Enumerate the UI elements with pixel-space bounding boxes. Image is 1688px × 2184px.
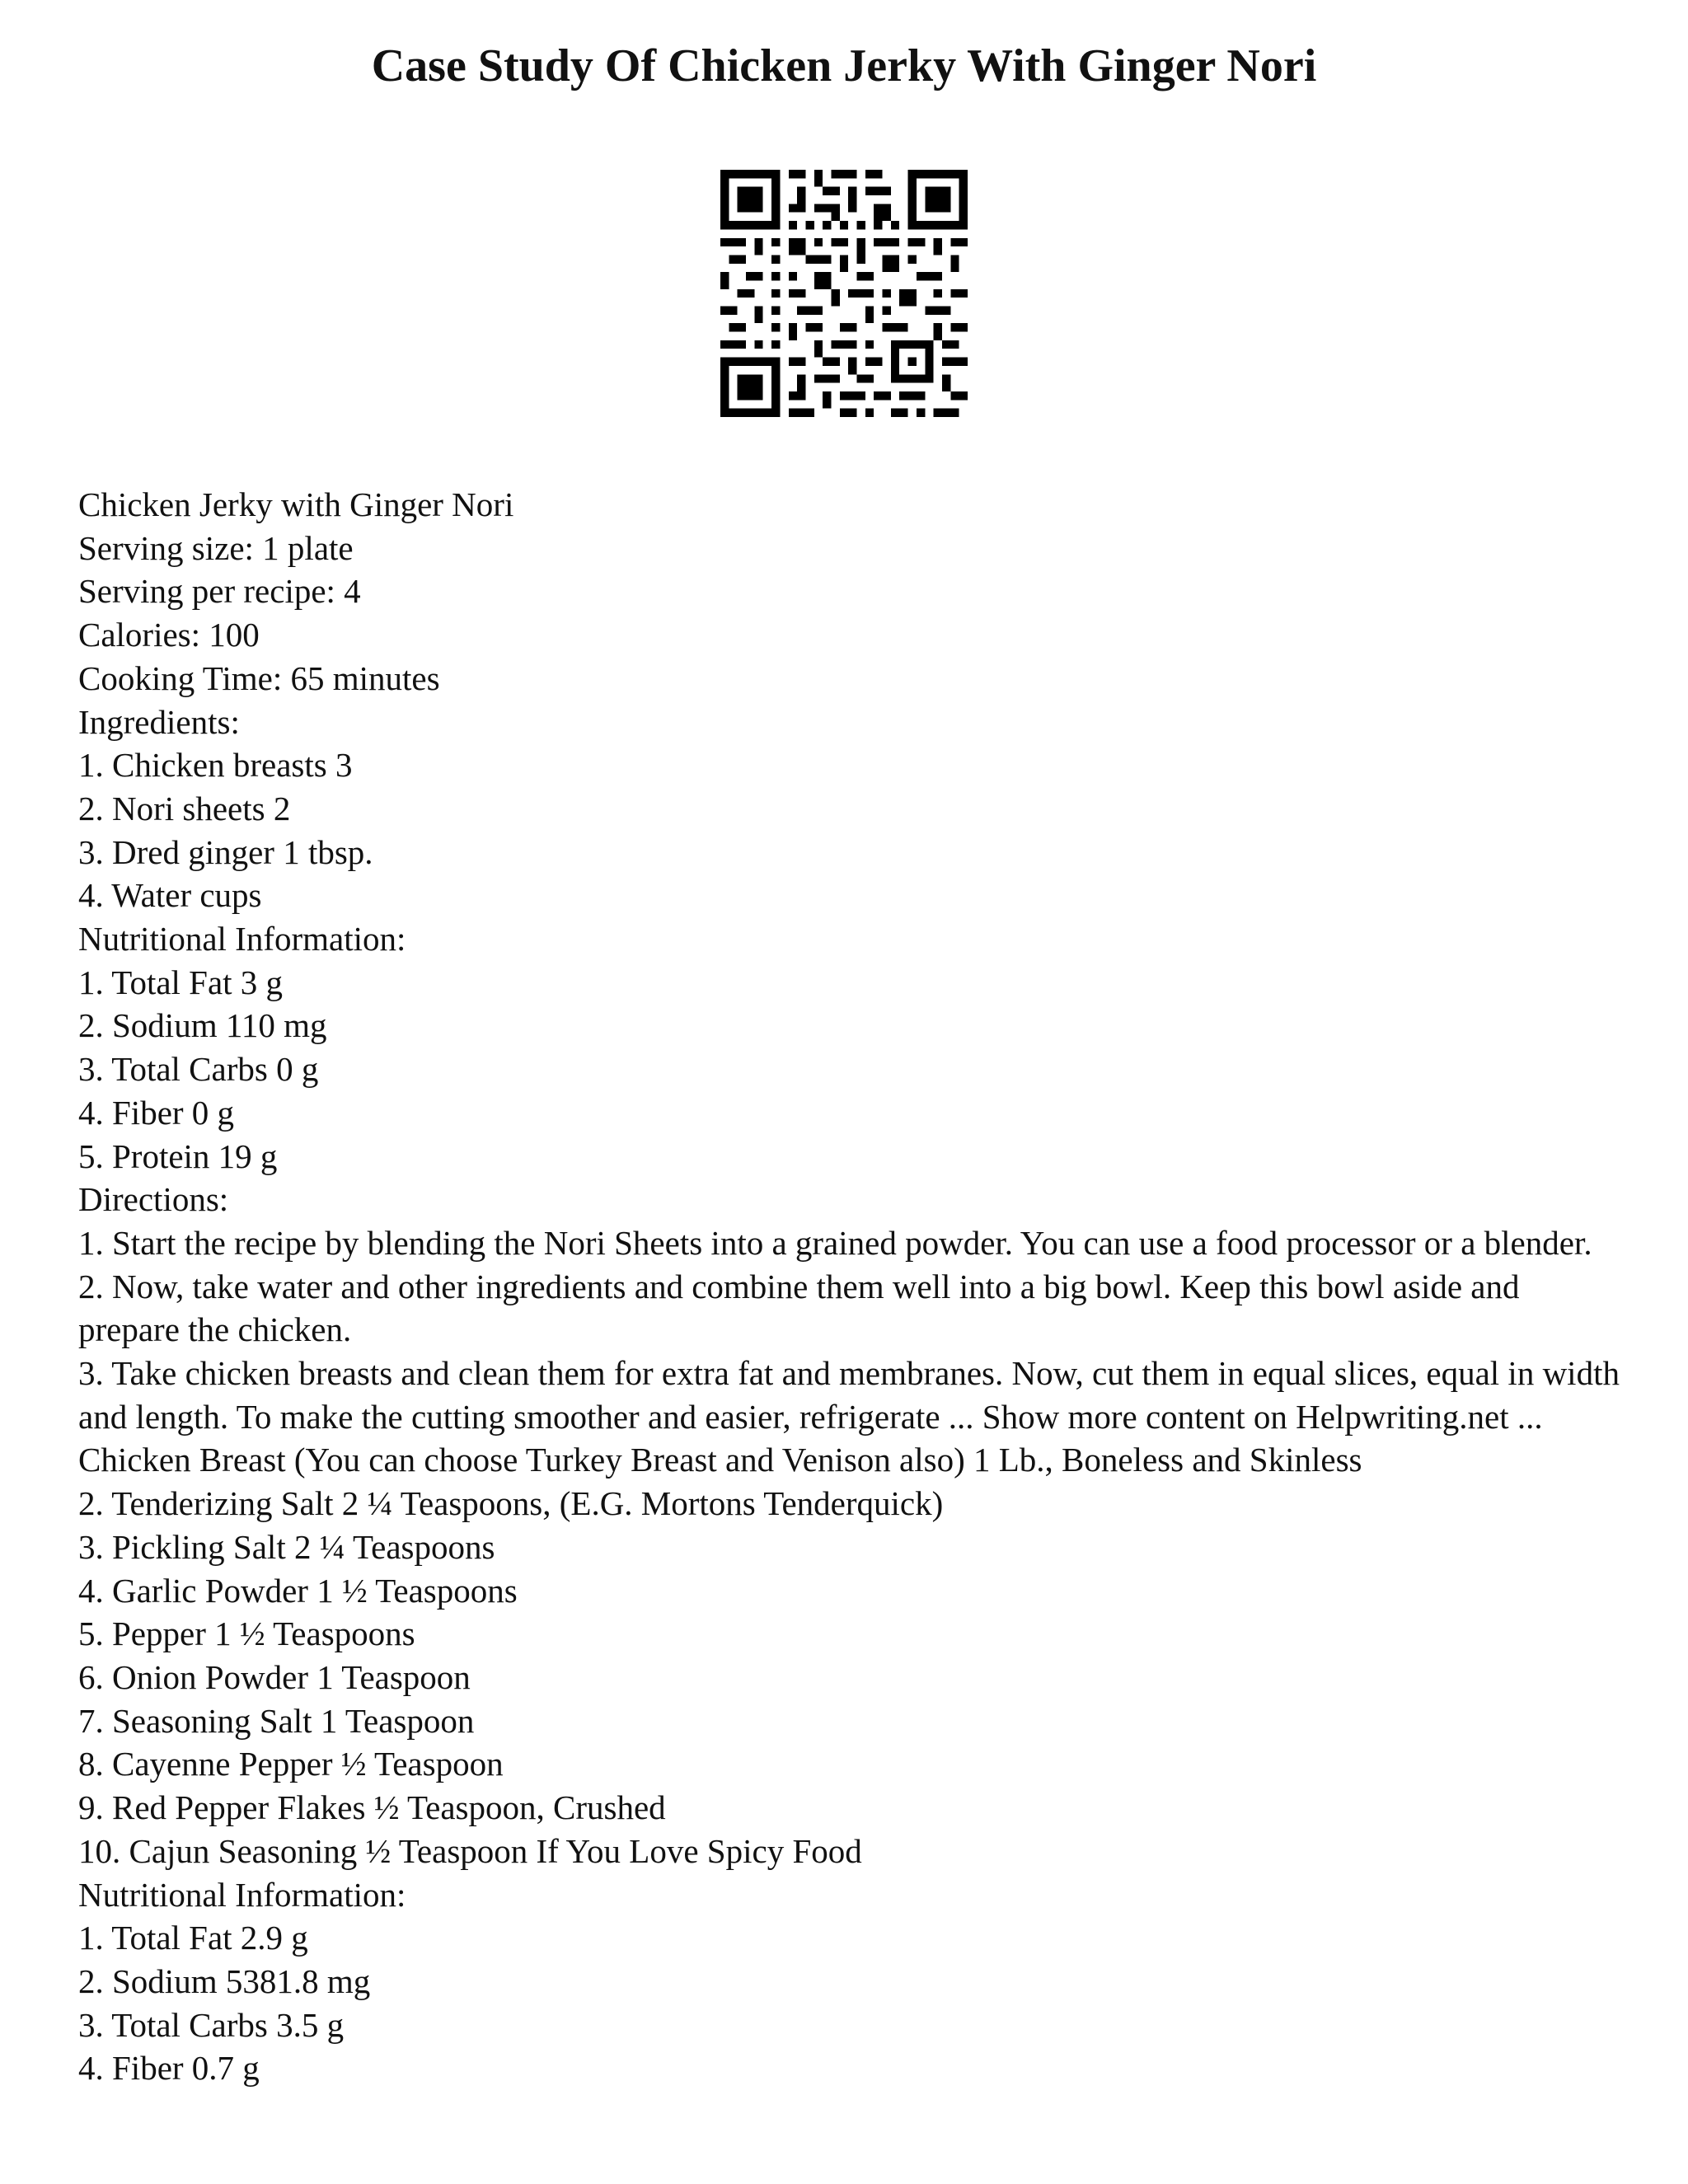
ingredient-item: 8. Cayenne Pepper ½ Teaspoon [78, 1745, 504, 1783]
servings-per-recipe: Serving per recipe: 4 [78, 572, 361, 611]
direction-step: 2. Now, take water and other ingredients and combine them well into a big bowl. Keep this bowl aside and prepare the chicken. [78, 1267, 1520, 1349]
ingredient-item: Chicken Breast (You can choose Turkey Breast and Venison also) 1 Lb., Boneless and Skinless [78, 1441, 1362, 1479]
recipe-name: Chicken Jerky with Ginger Nori [78, 485, 514, 523]
nutrition-item: 5. Protein 19 g [78, 1137, 278, 1175]
nutrition-item: 3. Total Carbs 0 g [78, 1050, 319, 1089]
direction-step: 1. Start the recipe by blending the Nori Sheets into a grained powder. You can use a food processor or a blender. [78, 1223, 1592, 1262]
nutrition-item: 4. Fiber 0 g [78, 1093, 235, 1132]
ingredient-item: 1. Chicken breasts 3 [78, 746, 353, 785]
nutrition-item: 2. Sodium 5381.8 mg [78, 1961, 371, 2000]
calories: Calories: 100 [78, 616, 260, 654]
ingredient-item: 9. Red Pepper Flakes ½ Teaspoon, Crushed [78, 1788, 666, 1827]
directions-heading: Directions: [78, 1180, 229, 1219]
nutrition-item: 1. Total Fat 2.9 g [78, 1919, 308, 1957]
ingredient-item: 2. Nori sheets 2 [78, 789, 291, 827]
nutrition-heading: Nutritional Information: [78, 1875, 406, 1914]
serving-size: Serving size: 1 plate [78, 528, 354, 567]
cooking-time: Cooking Time: 65 minutes [78, 658, 440, 697]
ingredient-item: 2. Tenderizing Salt 2 ¼ Teaspoons, (E.G. Mortons Tenderquick) [78, 1484, 944, 1523]
page-title: Case Study Of Chicken Jerky With Ginger Nori [371, 40, 1317, 91]
nutrition-item: 1. Total Fat 3 g [78, 963, 284, 1001]
nutrition-item: 3. Total Carbs 3.5 g [78, 2005, 345, 2044]
ingredient-item: 5. Pepper 1 ½ Teaspoons [78, 1615, 415, 1653]
ingredient-item: 3. Dred ginger 1 tbsp. [78, 832, 373, 871]
recipe-body [78, 483, 1628, 2090]
ingredient-item: 4. Garlic Powder 1 ½ Teaspoons [78, 1571, 518, 1610]
nutrition-item: 4. Fiber 0.7 g [78, 2049, 260, 2088]
ingredient-item: 4. Water cups [78, 876, 262, 915]
direction-step: 3. Take chicken breasts and clean them for extra fat and membranes. Now, cut them in equal slices, equal in width and length. To make the cutting smoother and easier, refrigerate ... Show more content on Helpwriting.net ... [78, 1354, 1620, 1436]
qr-code-icon [720, 170, 968, 417]
ingredient-item: 7. Seasoning Salt 1 Teaspoon [78, 1701, 475, 1740]
ingredient-item: 3. Pickling Salt 2 ¼ Teaspoons [78, 1527, 495, 1566]
nutrition-heading: Nutritional Information: [78, 920, 406, 958]
ingredient-item: 6. Onion Powder 1 Teaspoon [78, 1657, 471, 1696]
ingredient-item: 10. Cajun Seasoning ½ Teaspoon If You Love Spicy Food [78, 1831, 862, 1870]
ingredients-heading: Ingredients: [78, 702, 240, 741]
nutrition-item: 2. Sodium 110 mg [78, 1006, 327, 1045]
